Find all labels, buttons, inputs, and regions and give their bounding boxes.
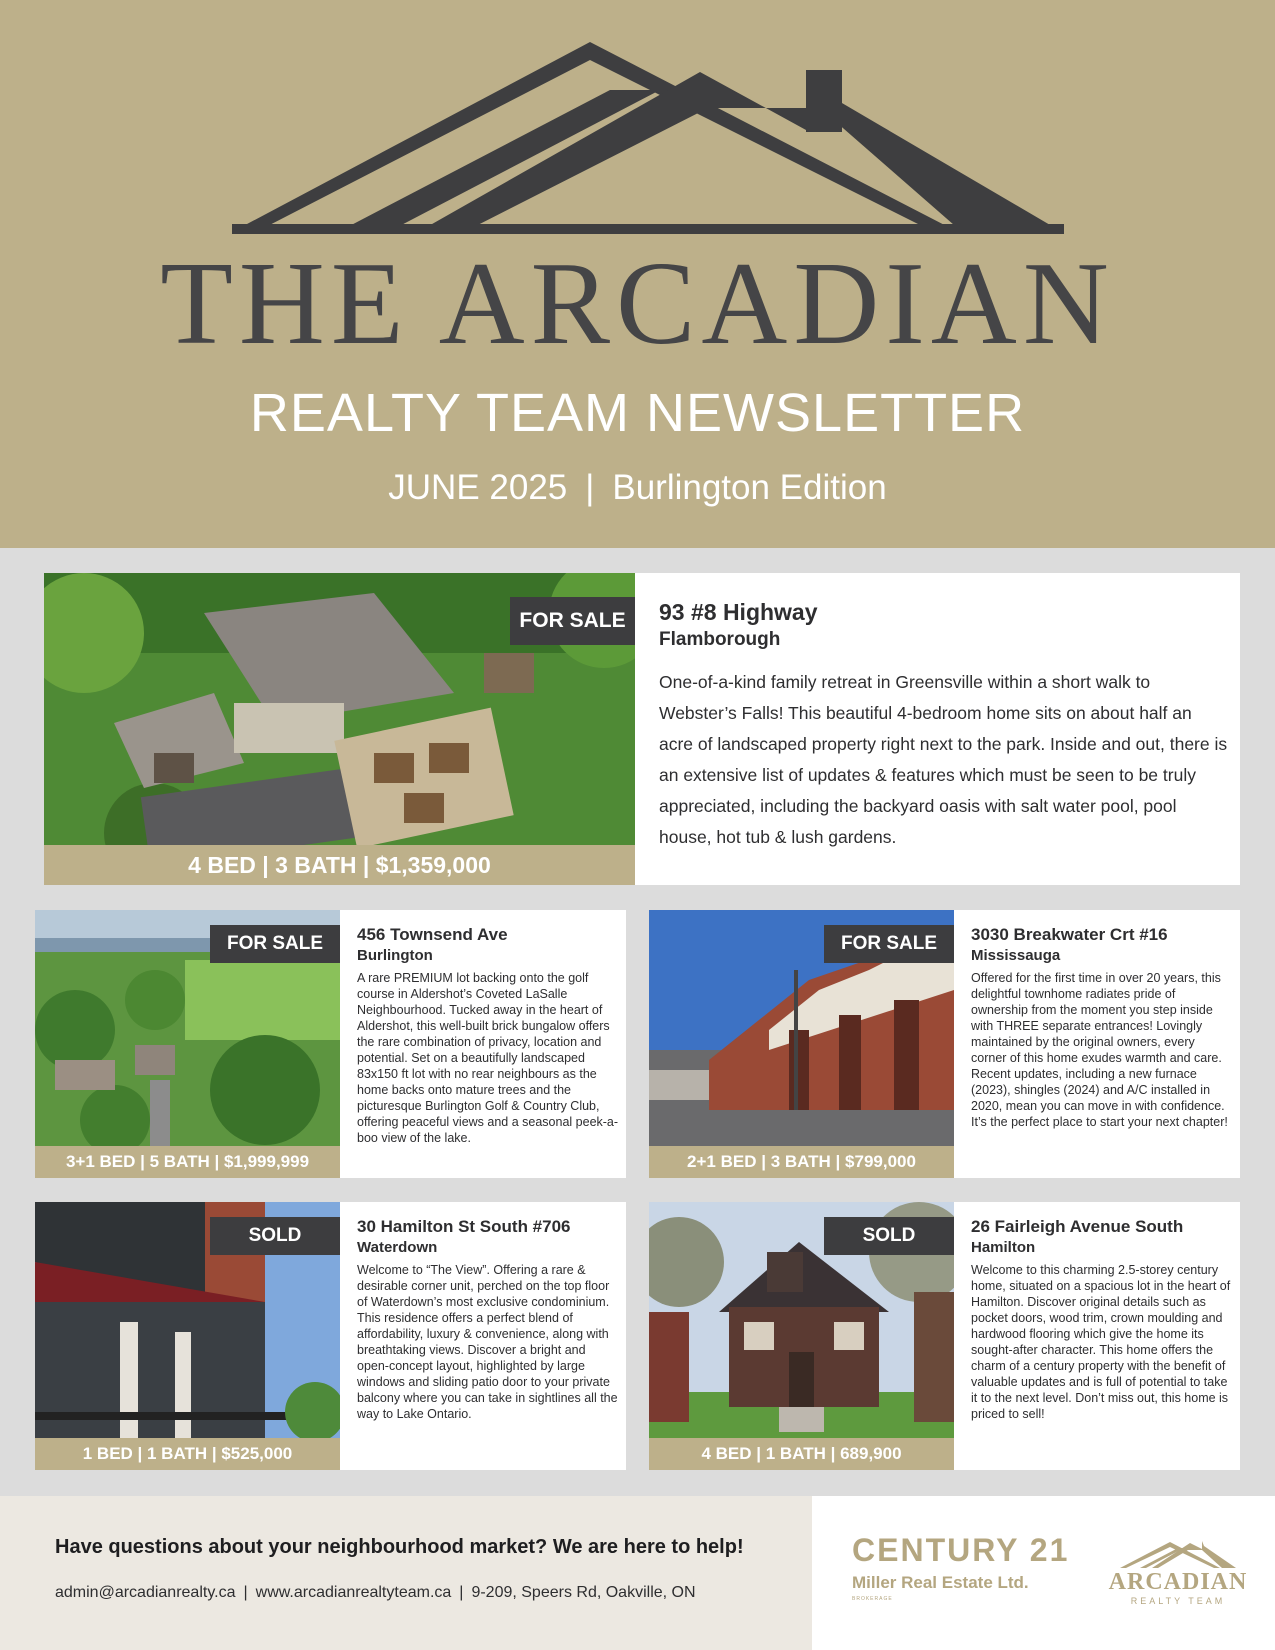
edition-name: Burlington Edition — [612, 468, 887, 507]
listing-address[interactable]: 456 Townsend Ave — [357, 925, 508, 944]
century21-logo — [852, 1534, 1069, 1566]
status-badge: FOR SALE — [210, 925, 340, 963]
team-logo-name: ARCADIAN — [1108, 1569, 1248, 1595]
email-link[interactable]: admin@arcadianrealty.ca — [55, 1584, 236, 1601]
listing-specs: 1 BED | 1 BATH | $525,000 — [35, 1438, 340, 1470]
listing-city: Waterdown — [357, 1239, 438, 1256]
listing-city: Hamilton — [971, 1239, 1036, 1256]
status-badge: FOR SALE — [510, 597, 635, 645]
listing-specs: 4 BED | 3 BATH | $1,359,000 — [44, 845, 635, 885]
listing-info — [357, 1202, 619, 1422]
listing-specs: 4 BED | 1 BATH | 689,900 — [649, 1438, 954, 1470]
listing-description: Offered for the first time in over 20 years, this delightful townhome radiates pride of ownership from the moment you step inside with THREE separate entrances! Lovingly maintained by the original owners, every corner of this home exudes warmth and care. Recent updates, including a new furnace (2023), shingles (2024) and A/C installed in 2020, mean you can move in with confidence. It’s the perfect place to start your next chapter! — [971, 971, 1228, 1129]
listing-city: Mississauga — [971, 947, 1061, 964]
footer-logos-panel — [812, 1496, 1275, 1650]
listing-card-breakwater[interactable] — [649, 910, 1240, 1178]
listing-info — [971, 910, 1233, 1130]
newsletter-brand-title: THE ARCADIAN — [160, 237, 1115, 369]
house-roof-icon — [1118, 1538, 1238, 1570]
listing-address[interactable]: 30 Hamilton St South #706 — [357, 1217, 571, 1236]
contact-separator: | — [243, 1584, 248, 1601]
brokerage-name: CENTURY 21 — [852, 1532, 1070, 1568]
newsletter-subtitle: REALTY TEAM NEWSLETTER — [249, 383, 1026, 443]
listing-description: One-of-a-kind family retreat in Greensville within a short walk to Webster’s Falls! This beautiful 4-bedroom home sits on about half an acre of landscaped property right next to the park. Inside and out, there is an extensive list of updates & features which must be seen to be truly appreciated, including the backyard oasis with salt water pool, pool house, hot tub & lush gardens. — [659, 672, 1228, 847]
contact-separator: | — [459, 1584, 464, 1601]
listing-address[interactable]: 93 #8 Highway — [659, 599, 818, 625]
listing-address[interactable]: 3030 Breakwater Crt #16 — [971, 925, 1168, 944]
listing-card-hamilton-st[interactable] — [35, 1202, 626, 1470]
listing-card-fairleigh[interactable] — [649, 1202, 1240, 1470]
listing-info — [971, 1202, 1233, 1422]
status-badge: FOR SALE — [824, 925, 954, 963]
listing-description: A rare PREMIUM lot backing onto the golf course in Aldershot’s Coveted LaSalle Neighbourhood. Tucked away in the heart of Aldershot, this well-built brick bungalow offers the rare combination of privacy, location and potential. Set on a beautifully landscaped 83x150 ft lot with no rear neighbours as the home backs onto mature trees and the picturesque Burlington Golf & Country Club, offering peaceful views and a seasonal peek-a-boo view of the lake. — [357, 971, 619, 1145]
arcadian-team-logo — [1108, 1538, 1248, 1614]
footer-cta: Have questions about your neighbourhood market? We are here to help! — [55, 1536, 744, 1558]
listing-specs: 2+1 BED | 3 BATH | $799,000 — [649, 1146, 954, 1178]
house-roof-icon — [0, 0, 1275, 260]
website-link[interactable]: www.arcadianrealtyteam.ca — [255, 1584, 452, 1601]
newsletter-header — [0, 0, 1275, 548]
listing-address[interactable]: 26 Fairleigh Avenue South — [971, 1217, 1184, 1236]
listing-specs: 3+1 BED | 5 BATH | $1,999,999 — [35, 1146, 340, 1178]
listing-description: Welcome to “The View”. Offering a rare & desirable corner unit, perched on the top floor of Waterdown’s most exclusive condominium. This residence offers a perfect blend of affordability, luxury & convenience, along with breathtaking views. Discover a bright and open-concept layout, highlighted by large windows and sliding patio door to your private balcony where you can take in sightlines all the way to Lake Ontario. — [357, 1263, 618, 1421]
edition-month: JUNE 2025 — [388, 468, 568, 507]
edition-separator: | — [585, 468, 595, 507]
status-badge: SOLD — [210, 1217, 340, 1255]
listing-description: Welcome to this charming 2.5-storey century home, situated on a spacious lot in the heart of Hamilton. Discover original details such as pocket doors, wood trim, crown moulding and hardwood flooring which give the home its sought-after character. This home offers the charm of a century property with the benefit of valuable updates and is full of potential to take it to the next level. Don’t miss out, this home is priced to sell! — [971, 1263, 1231, 1421]
footer-contact-panel — [0, 1496, 812, 1650]
listing-card-featured[interactable] — [44, 573, 1240, 885]
listing-info — [659, 573, 1229, 853]
brokerage-office: Miller Real Estate Ltd. — [852, 1573, 1029, 1592]
listing-info — [357, 910, 619, 1146]
team-logo-tagline: REALTY TEAM — [1130, 1596, 1226, 1606]
listing-city: Burlington — [357, 947, 433, 964]
office-address: 9-209, Speers Rd, Oakville, ON — [471, 1584, 696, 1601]
footer-contact-line — [55, 1584, 696, 1602]
listing-card-townsend[interactable] — [35, 910, 626, 1178]
listing-city: Flamborough — [659, 629, 781, 650]
edition-line — [0, 470, 1275, 505]
brokerage-tag: BROKERAGE — [852, 1596, 893, 1602]
status-badge: SOLD — [824, 1217, 954, 1255]
